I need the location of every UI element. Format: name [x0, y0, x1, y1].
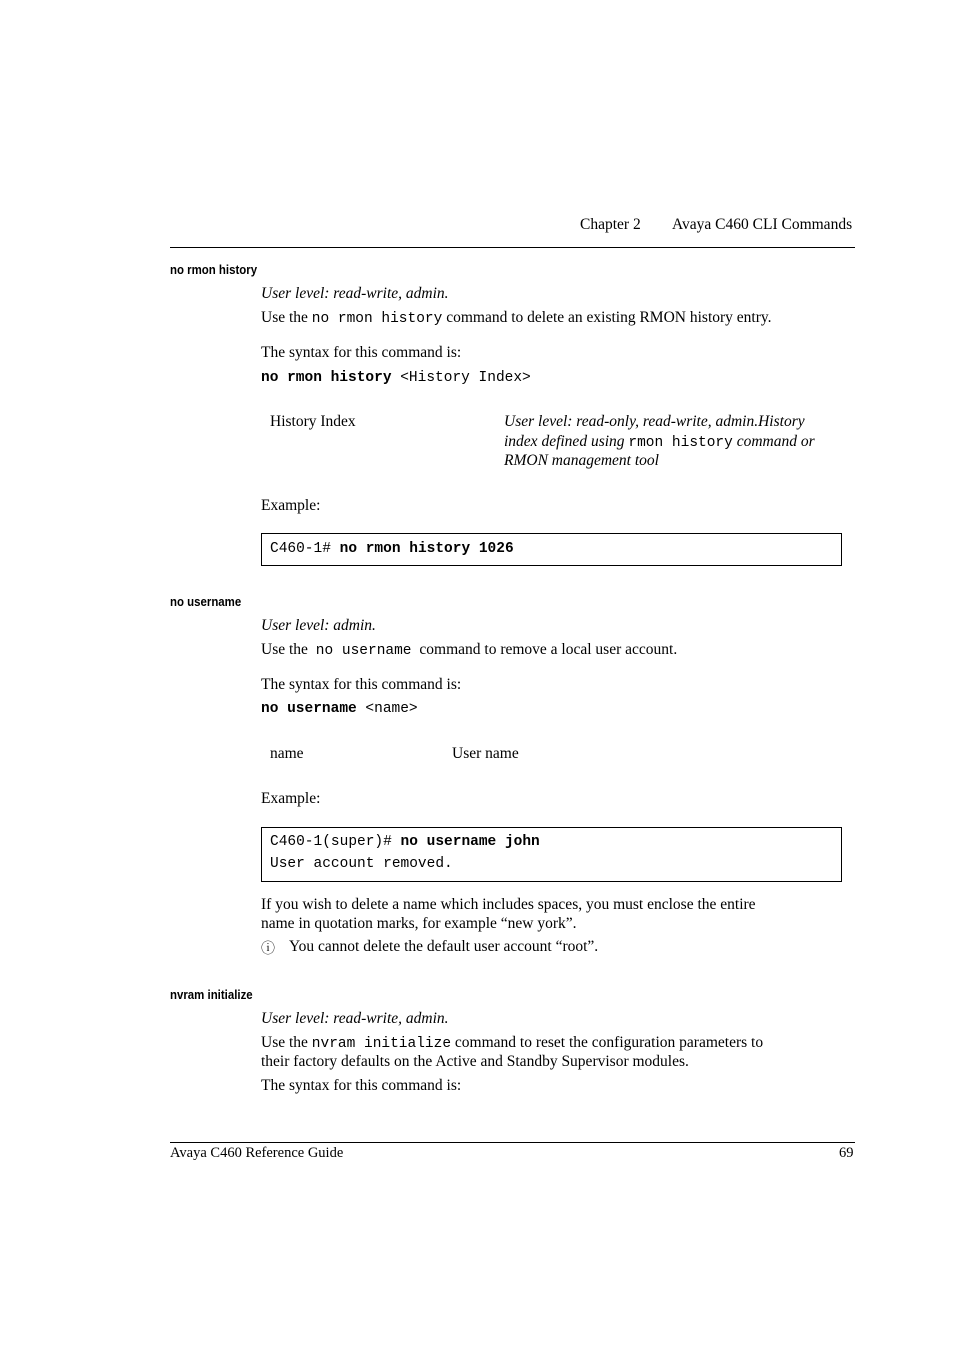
rmon-usage-post: command to delete an existing RMON history entry.: [446, 309, 772, 326]
username-usage-cmd: no username: [315, 643, 412, 659]
username-param-name: name: [270, 745, 304, 762]
info-icon: ⓘ: [261, 942, 275, 957]
username-syntax-param: <name>: [365, 701, 418, 717]
nvram-user-level: User level: read-write, admin.: [261, 1010, 449, 1027]
username-usage-post: command to remove a local user account.: [419, 641, 678, 658]
rmon-syntax-param: <History Index>: [400, 370, 531, 386]
username-note-line-1: If you wish to delete a name which includes spaces, you must enclose the entire: [261, 896, 756, 913]
rmon-param-desc-2-pre: index defined using: [504, 433, 625, 450]
username-syntax: [261, 701, 418, 717]
username-example-line-1: [270, 834, 540, 850]
rmon-example-box: [261, 533, 842, 566]
rmon-usage-cmd: no rmon history: [311, 311, 443, 327]
rmon-param-desc-2-post: command or: [736, 433, 815, 450]
username-example-box: [261, 827, 842, 882]
nvram-usage-line-1: [261, 1034, 763, 1052]
rmon-usage-pre: Use the: [261, 309, 308, 326]
username-info-text: You cannot delete the default user account “root”.: [289, 938, 599, 955]
rmon-syntax-intro: The syntax for this command is:: [261, 344, 462, 361]
rmon-example-command: no rmon history 1026: [339, 541, 514, 557]
username-example-output: User account removed.: [270, 856, 453, 872]
rmon-param-desc-3: RMON management tool: [504, 452, 659, 469]
rmon-syntax-command: no rmon history: [261, 370, 392, 386]
username-param-desc: User name: [452, 745, 519, 762]
footer-page-number: 69: [839, 1145, 854, 1161]
rmon-example-prompt: C460-1#: [270, 541, 331, 557]
nvram-syntax-intro: The syntax for this command is:: [261, 1077, 462, 1094]
rmon-param-name: History Index: [270, 413, 356, 430]
rmon-example-label: Example:: [261, 497, 321, 514]
nvram-usage-line-2: their factory defaults on the Active and Standby Supervisor modules.: [261, 1053, 689, 1070]
username-note-line-2: name in quotation marks, for example “new york”.: [261, 915, 577, 932]
nvram-usage-post: command to reset the configuration parameters to: [454, 1034, 764, 1051]
username-syntax-command: no username: [261, 701, 357, 717]
username-usage-pre: Use the: [261, 641, 308, 658]
username-syntax-intro: The syntax for this command is:: [261, 676, 462, 693]
rmon-example-line: [270, 541, 514, 557]
rmon-param-desc-2-cmd: rmon history: [628, 435, 733, 451]
username-usage: [261, 641, 677, 659]
rmon-param-desc-1: User level: read-only, read-write, admin.History: [504, 413, 805, 430]
rmon-user-level: User level: read-write, admin.: [261, 285, 449, 302]
header-title: Avaya C460 CLI Commands: [672, 216, 853, 233]
section-heading-nvram: nvram initialize: [170, 987, 253, 1002]
footer-rule: [170, 1142, 855, 1143]
section-heading-username: no username: [170, 594, 242, 609]
nvram-usage-cmd: nvram initialize: [311, 1036, 452, 1052]
section-heading-rmon: no rmon history: [170, 262, 258, 277]
nvram-usage-pre: Use the: [261, 1034, 308, 1051]
footer-guide-title: Avaya C460 Reference Guide: [170, 1145, 344, 1161]
username-example-label: Example:: [261, 790, 321, 807]
rmon-syntax: [261, 370, 531, 386]
header-chapter: Chapter 2: [580, 216, 641, 233]
username-example-prompt: C460-1(super)#: [270, 834, 392, 850]
rmon-param-desc-2: [504, 433, 815, 451]
rmon-usage: [261, 309, 772, 327]
header-rule: [170, 247, 855, 248]
username-user-level: User level: admin.: [261, 617, 376, 634]
username-example-command: no username john: [400, 834, 540, 850]
